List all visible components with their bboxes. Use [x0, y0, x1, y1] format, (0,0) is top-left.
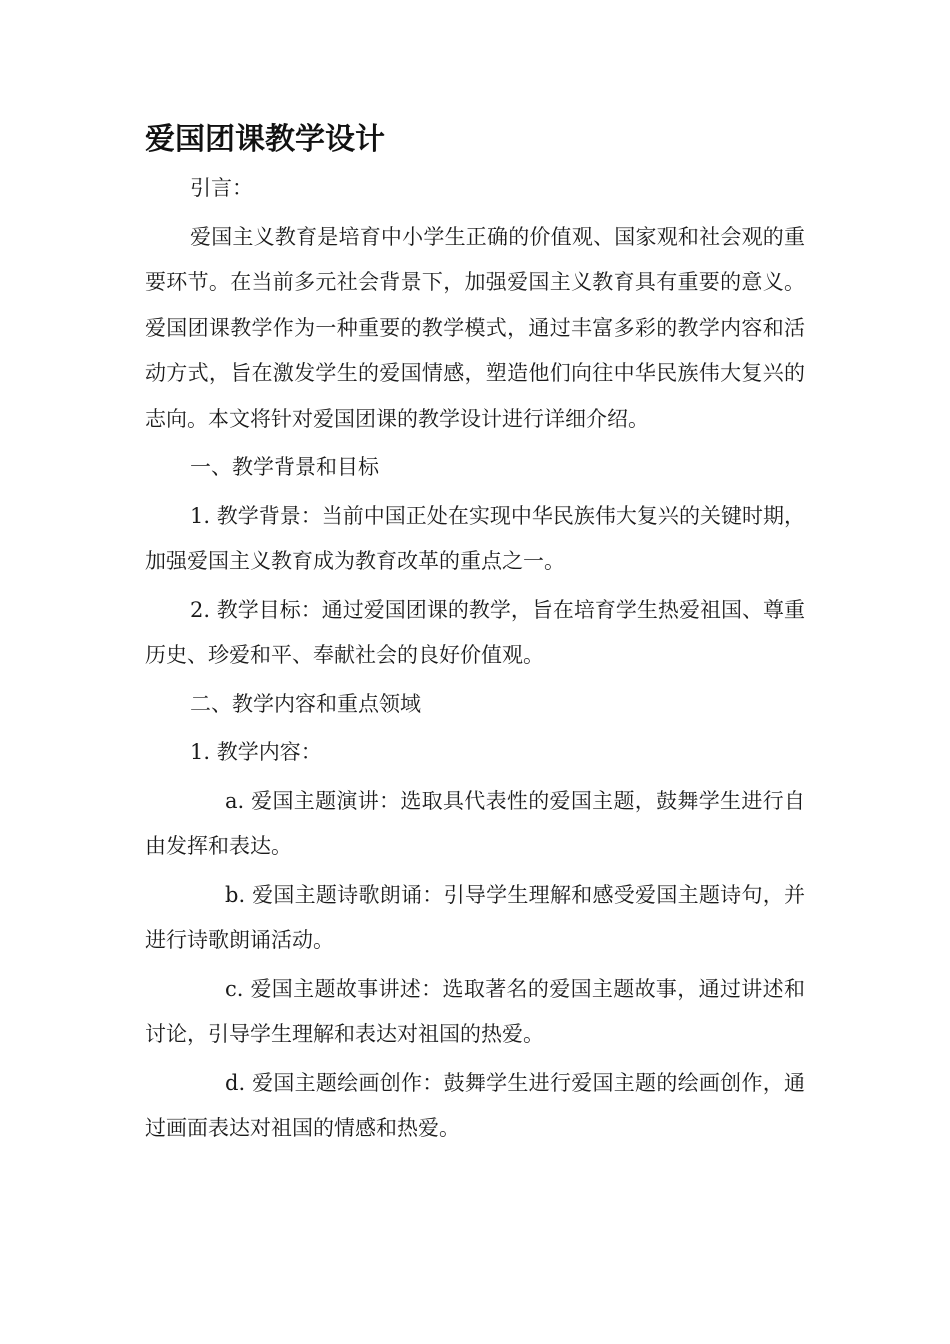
document-body [145, 166, 805, 1155]
section-heading-1: 一、教学背景和目标 [190, 455, 379, 479]
list-item-d: d. 爱国主题绘画创作：鼓舞学生进行爱国主题的绘画创作，通过画面表达对祖国的情感和热爱。 [145, 1070, 805, 1140]
paragraph-content-heading: 1. 教学内容： [190, 740, 322, 764]
list-item-b: b. 爱国主题诗歌朗诵：引导学生理解和感受爱国主题诗句，并进行诗歌朗诵活动。 [145, 882, 805, 952]
paragraph-intro: 爱国主义教育是培育中小学生正确的价值观、国家观和社会观的重要环节。在当前多元社会背景下，加强爱国主义教育具有重要的意义。爱国团课教学作为一种重要的教学模式，通过丰富多彩的教学内容和活动方式，旨在激发学生的爱国情感，塑造他们向往中华民族伟大复兴的志向。本文将针对爱国团课的教学设计进行详细介绍。 [145, 224, 805, 431]
document-title: 爱国团课教学设计 [145, 122, 385, 157]
paragraph-background: 1. 教学背景：当前中国正处在实现中华民族伟大复兴的关键时期，加强爱国主义教育成为教育改革的重点之一。 [145, 503, 805, 573]
list-item-a: a. 爱国主题演讲：选取具代表性的爱国主题，鼓舞学生进行自由发挥和表达。 [145, 788, 805, 858]
paragraph-intro-heading: 引言： [190, 176, 253, 200]
section-heading-2: 二、教学内容和重点领域 [190, 691, 421, 716]
list-item-c: c. 爱国主题故事讲述：选取著名的爱国主题故事，通过讲述和讨论，引导学生理解和表达对祖国的热爱。 [145, 976, 805, 1046]
paragraph-goals: 2. 教学目标：通过爱国团课的教学，旨在培育学生热爱祖国、尊重历史、珍爱和平、奉献社会的良好价值观。 [145, 597, 805, 667]
